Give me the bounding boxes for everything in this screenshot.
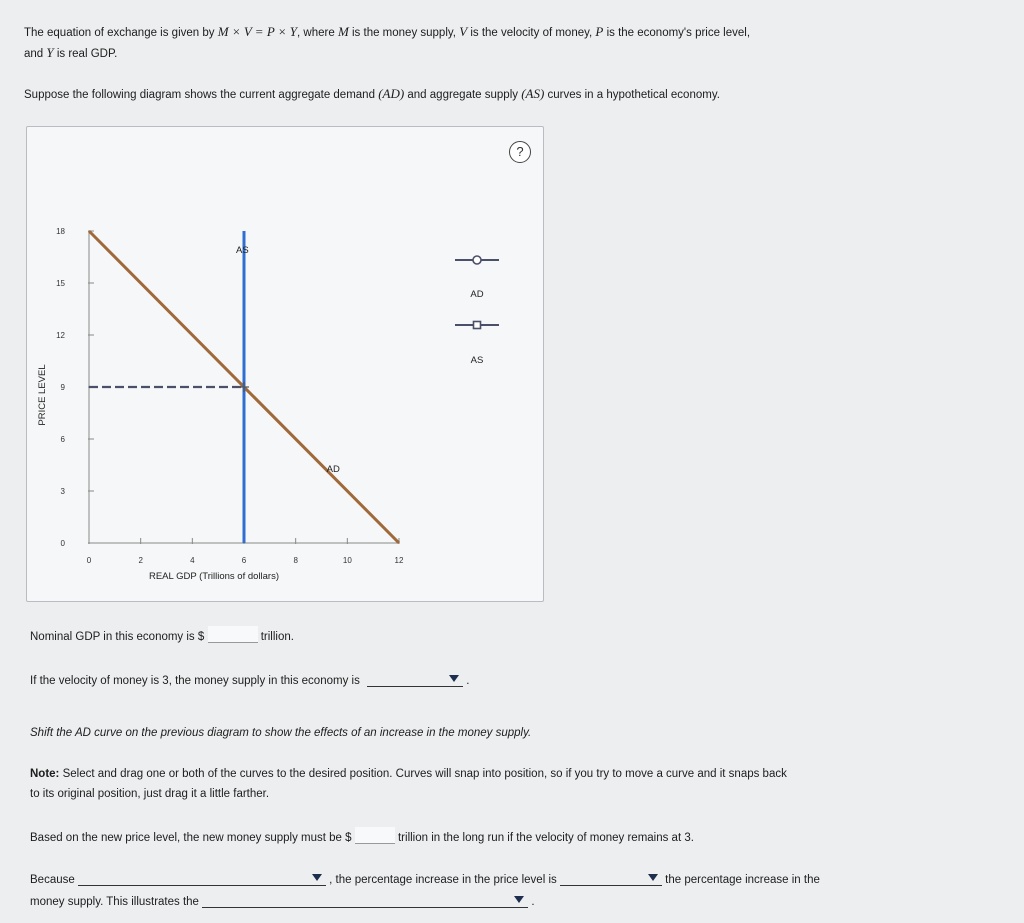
- nominal-gdp-input[interactable]: [208, 626, 258, 643]
- because-label: Because: [30, 874, 75, 886]
- y-tick-label: 3: [60, 487, 65, 496]
- nominal-gdp-unit: trillion.: [260, 631, 294, 643]
- money-supply-prompt: If the velocity of money is 3, the money supply in this economy is: [30, 675, 360, 687]
- as-abbr: (AS): [521, 86, 545, 101]
- chevron-down-icon: [312, 874, 322, 881]
- because-question: [30, 871, 820, 886]
- x-tick-label: 12: [394, 556, 404, 565]
- chevron-down-icon: [514, 896, 524, 903]
- y-tick-label: 6: [60, 435, 65, 444]
- y-tick-label: 0: [60, 539, 65, 548]
- note-instruction: [30, 764, 910, 804]
- diagram-intro-mid: and aggregate supply: [407, 89, 519, 101]
- var-p: P: [595, 24, 604, 39]
- as-curve-label: AS: [236, 245, 249, 256]
- legend-as-square-icon: [474, 322, 481, 329]
- money-supply-question: [30, 672, 469, 687]
- intro-part3: is the money supply,: [352, 27, 456, 39]
- legend-ad-label: AD: [470, 289, 484, 300]
- ad-abbr: (AD): [378, 86, 405, 101]
- illustrates-dropdown[interactable]: [202, 893, 528, 908]
- intro-part4: is the velocity of money,: [470, 27, 593, 39]
- legend-ad-circle-icon: [473, 256, 481, 264]
- note-text: Select and drag one or both of the curves to the desired position. Curves will snap into position, so if you try to move a curve and it snaps back: [62, 768, 787, 780]
- y-tick-label: 15: [56, 279, 65, 288]
- because-mid-text: , the percentage increase in the price level is: [329, 874, 557, 886]
- new-money-supply-prompt: Based on the new price level, the new money supply must be: [30, 832, 342, 844]
- intro-text: [24, 22, 924, 64]
- new-money-supply-question: [30, 827, 694, 844]
- intro-part1: The equation of exchange is given by: [24, 27, 215, 39]
- currency-symbol: $: [197, 631, 205, 643]
- diagram-intro-post: curves in a hypothetical economy.: [547, 89, 720, 101]
- ad-as-chart: [27, 127, 543, 601]
- because-dropdown[interactable]: [78, 871, 326, 886]
- x-tick-label: 6: [241, 556, 247, 565]
- intro-part2: , where: [297, 27, 335, 39]
- price-level-comparison-dropdown[interactable]: [560, 871, 662, 886]
- note-label: Note:: [30, 768, 60, 780]
- nominal-gdp-question: [30, 626, 294, 643]
- shift-instruction: Shift the AD curve on the previous diagram to show the effects of an increase in the money supply.: [30, 727, 532, 739]
- x-tick-label: 10: [342, 556, 352, 565]
- intro-part5: is the economy's price level,: [606, 27, 751, 39]
- var-v: V: [459, 24, 468, 39]
- illustrates-label: money supply. This illustrates the: [30, 896, 199, 908]
- equation-of-exchange: M × V = P × Y: [217, 24, 298, 39]
- currency-symbol-2: $: [345, 832, 352, 844]
- var-m: M: [337, 24, 349, 39]
- x-tick-label: 8: [293, 556, 298, 565]
- var-y: Y: [46, 45, 54, 60]
- x-tick-label: 4: [190, 556, 195, 565]
- diagram-intro: [24, 86, 720, 102]
- intro-line2-post: is real GDP.: [56, 48, 118, 60]
- money-supply-period: .: [466, 675, 470, 687]
- legend-as-label: AS: [470, 355, 484, 366]
- nominal-gdp-prompt: Nominal GDP in this economy is: [30, 631, 195, 643]
- y-tick-label: 12: [56, 331, 65, 340]
- illustrates-period: .: [531, 896, 535, 908]
- y-axis-label: PRICE LEVEL: [37, 364, 48, 426]
- note-text-2: to its original position, just drag it a little farther.: [30, 788, 270, 800]
- new-money-supply-unit: trillion in the long run if the velocity of money remains at 3.: [397, 832, 694, 844]
- intro-line2-pre: and: [24, 48, 44, 60]
- y-tick-label: 18: [56, 227, 65, 236]
- new-money-supply-input[interactable]: [355, 827, 395, 844]
- because-post-text: the percentage increase in the: [665, 874, 820, 886]
- x-tick-label: 0: [86, 556, 92, 565]
- chevron-down-icon: [648, 874, 658, 881]
- graph-panel: [26, 126, 544, 602]
- help-icon[interactable]: ?: [509, 141, 531, 163]
- x-axis-label: REAL GDP (Trillions of dollars): [148, 571, 280, 582]
- illustrates-question: [30, 893, 535, 908]
- diagram-intro-pre: Suppose the following diagram shows the current aggregate demand: [24, 89, 375, 101]
- money-supply-dropdown[interactable]: [367, 672, 463, 687]
- ad-curve-label: AD: [326, 463, 340, 475]
- x-tick-label: 2: [138, 556, 143, 565]
- chevron-down-icon: [449, 675, 459, 682]
- y-tick-label: 9: [60, 383, 65, 392]
